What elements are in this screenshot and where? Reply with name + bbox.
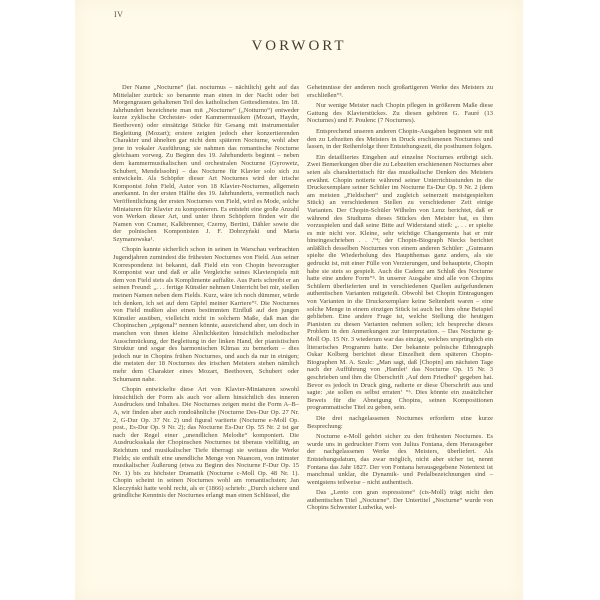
paragraph: Die drei nachgelassenen Nocturnes erfordern eine kurze Besprechung: <box>307 414 493 430</box>
text-columns <box>113 84 493 515</box>
paragraph: Geheimnisse der anderen noch großartigeren Werke des Meisters zu erschließen“³. <box>307 84 493 99</box>
left-column <box>113 84 299 515</box>
paragraph: Nur wenige Meister nach Chopin pflegen in größerem Maße diese Gattung des Klavierstückes. Zu diesen gehören G. Fauré (13 Nocturnes) und F. Poulenc (7 Nocturnes). <box>307 102 493 125</box>
paragraph: Der Name „Nocturne“ (lat. nocturnus – nächtlich) geht auf das Mittelalter zurück: so benannte man einen in der Nacht oder bei Morgengrauen gehaltenen Teil des katholischen Gottesdienstes. Im 18. Jahrhundert bezeichnete man mit „Nocturne“ („Notturno“) entweder kurze zyklische Orchester- oder Kammermusiken (Mozart, Haydn, Beethoven) oder einsätzige Stücke für Gesang mit instrumentaler Begleitung (Mozart); erstere zeigten jedoch eher konzertierenden Charakter und ähnelten gar nicht dem späteren Nocturne, wohl aber jene in vokaler Ausführung; sie nahmen das romantische Nocturne gleichsam vorweg. Zu Beginn des 19. Jahrhunderts beginnt – neben dem kammermusikalischen und orchestralen Nocturne (Gyrowetz, Schubert, Mendelssohn) – das Nocturne für Klavier solo sich zu entwickeln. Als Schöpfer dieser Art Nocturnes wird der irische Komponist John Field, Autor von 18 Klavier-Nocturnes, allgemein anerkannt. In der ersten Hälfte des 19. Jahrhunderts, vermutlich nach Veröffentlichung der ersten Nocturnes von Field, wird es Mode, solche Miniaturen für Klavier zu komponieren. Es entsteht eine große Anzahl von Werken dieser Art, und unter ihren Schöpfern finden wir die Namen von Cramer, Kalkbrenner, Czerny, Bertini, Dähler sowie die der polnischen Komponisten J. F. Dobrzyński und Maria Szymanowska¹. <box>113 84 299 243</box>
paragraph: Das „Lento con gran espressione“ (cis-Moll) trägt nicht den authentischen Titel „Nocturne“. Der Untertitel „Nocturne“ wurde von Chopins Schwester Ludwika, wel- <box>307 489 493 512</box>
page-number: IV <box>114 10 124 19</box>
paragraph: Chopin kannte sicherlich schon in seinen in Warschau verbrachten Jugendjahren zumindest die frühesten Nocturnes von Field. Aus seiner Korrespondenz ist bekannt, daß Field ein von Chopin bevorzugter Komponist war und daß er alle Vergleiche seines Klavierspiels mit dem von Field stets als Komplimente auffaßte. Aus Paris schreibt er an seinen Freund: „. . . fertige Künstler nehmen Unterricht bei mir, stellen meinen Namen neben dem Fields. Kurz, wäre ich noch dümmer, würde ich denken, ich sei auf dem Gipfel meiner Karriere“². Die Nocturnes von Field mußten also einen bestimmten Einfluß auf den jungen Künstler ausüben, vielleicht nicht in solchem Maße, daß man die Chopinschen „epigonal“ nennen könnte, ausreichend aber, um doch in manchen von ihnen kleine Ähnlichkeiten hinsichtlich melodischer Ausschmückung, der Begleitung in der linken Hand, der pianistischen Struktur und sogar des harmonischen Klimas zu bemerken – dies jedoch nur in Chopins frühen Nocturnes, und auch da nur in einigen; die meisten der 18 Nocturnes des irischen Meisters stehen nämlich mehr dem Charakter eines Mozart, Beethoven, Schubert oder Schumann nahe. <box>113 246 299 383</box>
page-title: VORWORT <box>251 38 347 54</box>
paragraph: Nocturne e-Moll gehört sicher zu den frühesten Nocturnes. Es wurde uns in gedruckter Form von Julius Fontana, dem Herausgeber der nachgelassenen Werke des Meisters, überliefert. Als Entstehungsdatum, das zwar möglich, nicht aber sicher ist, nennt Fontana das Jahr 1827. Der von Fontana herausgegebene Notentext ist manchmal unklar, die Dynamik- und Pedalbezeichnungen sind – wenigstens teilweise – nicht authentisch. <box>307 433 493 486</box>
book-page <box>75 0 523 600</box>
paragraph: Chopin entwickelte diese Art von Klavier-Miniaturen sowohl hinsichtlich der Form als auch vor allem hinsichtlich des inneren Ausdruckes und Inhaltes. Die Nocturnes zeigen meist die Form A–B–A, wir finden aber auch rondoähnliche (Nocturne Des-Dur Op. 27 Nr. 2, G-Dur Op. 37 Nr. 2) und figural variierte (Nocturne e-Moll Op. post., Es-Dur Op. 9 Nr. 2); das Nocturne Es-Dur Op. 55 Nr. 2 ist gar nach der Regel einer „unendlichen Melodie“ komponiert. Die Ausdrucksskala der Chopinschen Nocturnes ist überaus vielfältig, an Reichtum und musikalischer Tiefe überragt sie weitaus die Werke Fields; sie enthält eine unendliche Menge von Nuancen, von intimster musikalischer Äußerung (etwa zu Beginn des Nocturne F-Dur Op. 15 Nr. 1) bis zu höchster Dramatik (Nocturne c-Moll Op. 48 Nr. 1). Chopin scheint in seinen Nocturnes wohl am romantischsten; Jan Kleczyński hatte wohl recht, als er (1866) schrieb: „Durch sichere und gründliche Kenntnis der Nocturnes erlangt man einen Schlüssel, die <box>113 386 299 500</box>
paragraph: Entsprechend unseren anderen Chopin-Ausgaben beginnen wir mit den zu Lebzeiten des Meisters in Druck erschienenen Nocturnes und lassen, in der Reihenfolge ihrer Entstehungszeit, die posthumen folgen. <box>307 127 493 151</box>
right-column <box>307 84 493 515</box>
paragraph: Ein detailliertes Eingehen auf einzelne Nocturnes erübrigt sich. Zwei Bemerkungen über die zu Lebzeiten erschienenen Nocturnes aber seien als charakteristisch für das musikalische Denken des Meisters erwähnt. Chopin notierte während seiner Unterrichtsstunden in die Druckexemplare seiner Schüler im Nocturne Es-Dur Op. 9 Nr. 2 (dem am meisten „Fieldschen“ und zugleich seinerzeit meistgespielten Stück) an verschiedenen Stellen zu verschiedener Zeit einige Varianten. Der Chopin-Schüler Wilhelm von Lenz berichtet, daß er während des Studiums dieses Stückes den Meister bat, es ihm vorzuspielen und daß seine Bitte auf Widerstand stieß: „. . . er spielte es mir nicht vor. Kleine, sehr wichtige Changements hat er mir hineingeschrieben . . .“⁴; der Chopin-Biograph Niecks berichtet anläßlich desselben Nocturnes von einem anderen Schüler: „Gutmann spielte die Wiederholung des Hauptthemas ganz anders, als sie gedruckt ist, mit einer Fülle von Verzierungen, und behauptete, Chopin habe sie stets so gespielt. Auch die Cadenz am Schluß des Nocturne hatte eine andere Form“⁵. In unserer Ausgabe sind alle von Chopins Schülern überlieferten und in verschiedenen Quellen aufgefundenen authentischen Varianten mitgeteilt. Obwohl bei Chopin Eintragungen von Varianten in die Druckexemplare keine Seltenheit waren – eine solche Menge in einem einzigen Stück ist auch bei ihm ohne Beispiel geblieben. Eine andere Frage ist, welche Stellung die heutigen Pianisten zu diesen Varianten nehmen sollen; ich bespreche dieses Problem in den Anmerkungen zur Interpretation. – Das Nocturne g-Moll Op. 15 Nr. 3 wiederum war das einzige, welches ursprünglich ein literarisches Programm hatte. Der bekannte polnische Ethnograph Oskar Kolberg berichtet diese Einzelheit dem späteren Chopin-Biographen M. A. Szulc: „Man sagt, daß [Chopin] am nächsten Tage nach der Aufführung von ‚Hamlet‘ das Nocturne Op. 15 Nr. 3 geschrieben und ihm die Überschrift ‚Auf dem Friedhof‘ gegeben hat. Bevor es jedoch in Druck ging, radierte er diese Überschrift aus und sagte: ‚sie sollen es selbst erraten‘ “⁶. Dies könnte ein zusätzlicher Beweis für die Abneigung Chopins, seinen Kompositionen programmatische Titel zu geben, sein. <box>307 153 493 412</box>
